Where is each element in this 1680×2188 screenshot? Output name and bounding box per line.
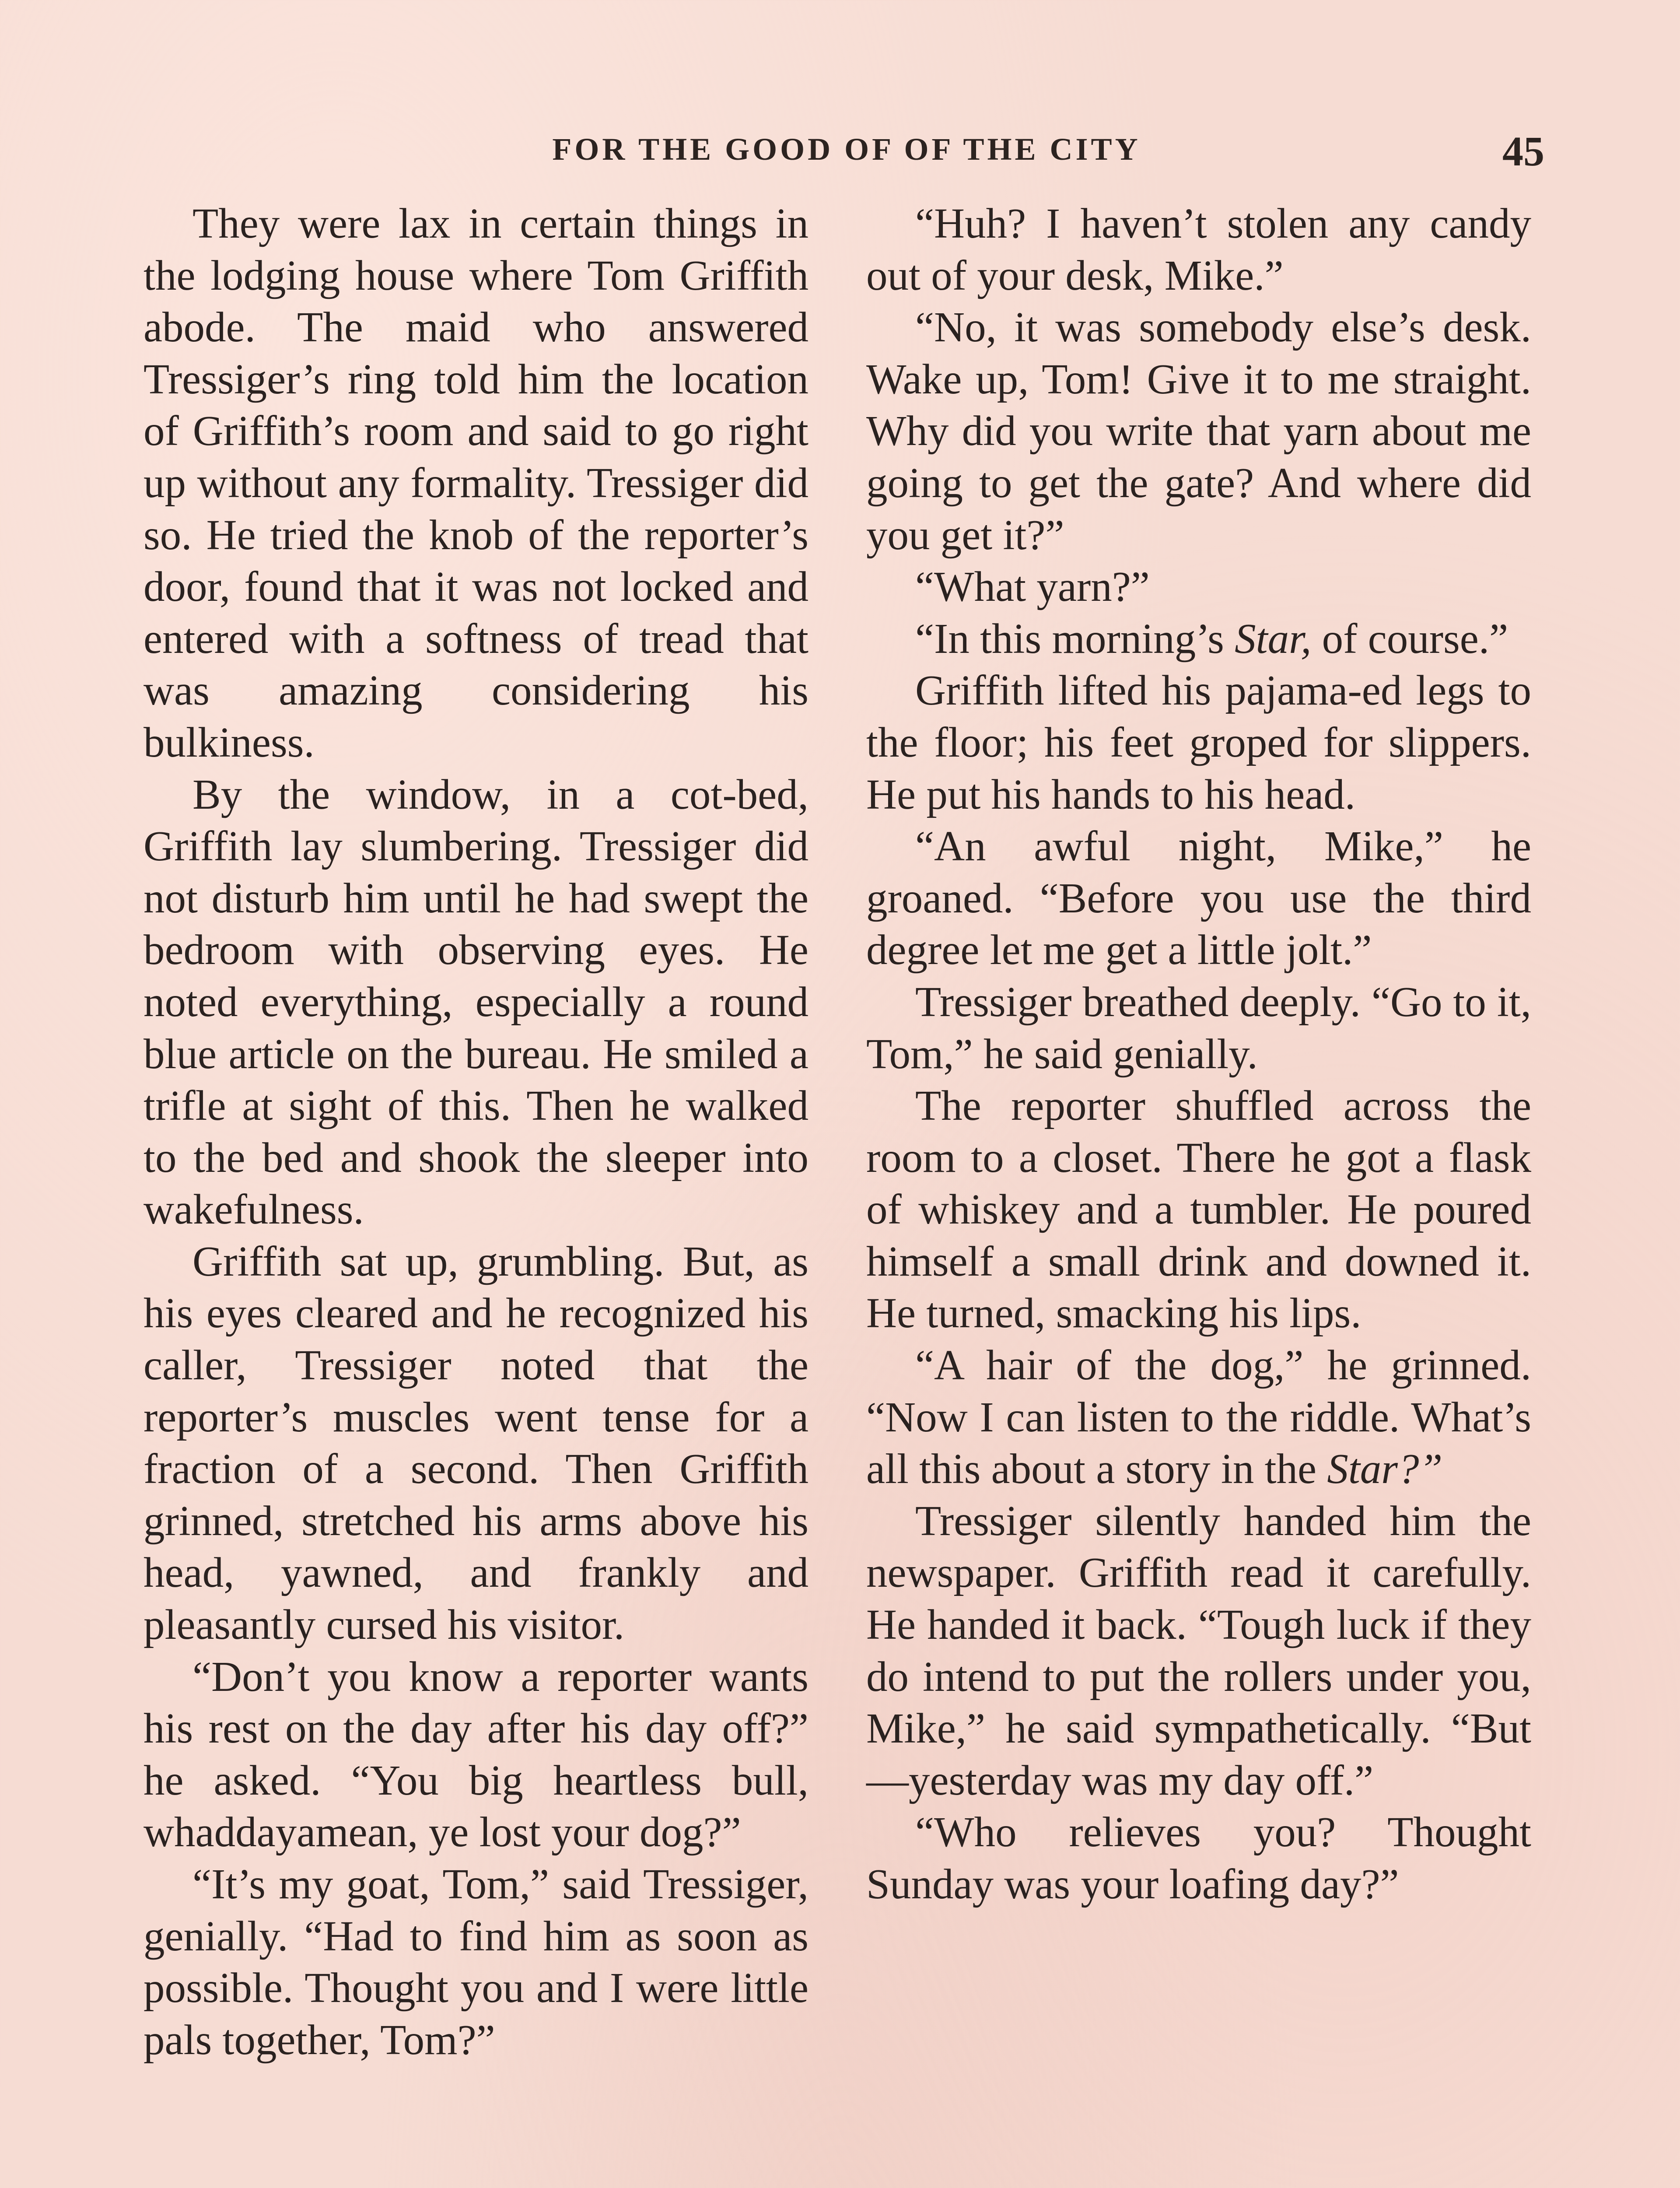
paragraph: “An awful night, Mike,” he groaned. “Before you use the third degree let me get a little jolt.”: [866, 823, 1531, 974]
paragraph: [866, 1339, 1531, 1495]
paragraph: By the window, in a cot-bed, Griffith lay slumbering. Tressiger did not disturb him until he had swept the bedroom with observing eyes. He noted everything, especially a round blue article on the bureau. He smiled a trifle at sight of this. Then he walked to the bed and shook the sleeper into wakefulness.: [144, 771, 808, 1233]
paragraph: Griffith lifted his pajama-ed legs to the floor; his feet groped for slippers. He put his hands to his head.: [866, 667, 1531, 818]
paragraph: The reporter shuffled across the room to a closet. There he got a flask of whiskey and a tumbler. He poured himself a small drink and downed it. He turned, smacking his lips.: [866, 1082, 1531, 1337]
text-run: of course.”: [1311, 615, 1508, 662]
paragraph: Tressiger silently handed him the newspaper. Griffith read it carefully. He handed it back. “Tough luck if they do intend to put the rollers under you, Mike,” he said sympathetically. “But—yesterday was my day off.”: [866, 1497, 1531, 1804]
newspaper-name: Star?”: [1327, 1445, 1443, 1493]
paragraph: They were lax in certain things in the lodging house where Tom Griffith abode. The maid who answered Tressiger’s ring told him the location of Griffith’s room and said to go right up without any formality. Tressiger did so. He tried the knob of the reporter’s door, found that it was not locked and entered with a softness of tread that was amazing considering his bulkiness.: [144, 200, 808, 766]
text-run: “In this morning’s: [915, 615, 1235, 662]
paragraph: “No, it was somebody else’s desk. Wake up, Tom! Give it to me straight. Why did you write that yarn about me going to get the gate? And where did you get it?”: [866, 304, 1531, 558]
paragraph: Griffith sat up, grumbling. But, as his eyes cleared and he recognized his caller, Tressiger noted that the reporter’s muscles went tense for a fraction of a second. Then Griffith grinned, stretched his arms above his head, yawned, and frankly and pleasantly cursed his visitor.: [144, 1238, 808, 1648]
paragraph: “Don’t you know a reporter wants his rest on the day after his day off?” he asked. “You big heartless bull, whaddayamean, ye lost your dog?”: [144, 1653, 808, 1856]
text-run: “A hair of the dog,” he grinned. “Now I can listen to the riddle. What’s all this about a story in the: [866, 1342, 1531, 1493]
paragraph: “Huh? I haven’t stolen any candy out of your desk, Mike.”: [866, 200, 1531, 299]
paragraph: Tressiger breathed deeply. “Go to it, Tom,” he said genially.: [866, 978, 1531, 1077]
paragraph: “It’s my goat, Tom,” said Tressiger, genially. “Had to find him as soon as possible. Thought you and I were little pals together, Tom?”: [144, 1861, 808, 2063]
running-title: FOR THE GOOD OF OF THE CITY: [552, 132, 1141, 167]
paragraph: “Who relieves you? Thought Sunday was your loafing day?”: [866, 1809, 1531, 1907]
newspaper-name: Star,: [1235, 615, 1312, 662]
right-column: [866, 198, 1531, 1911]
page-number: 45: [1502, 128, 1544, 175]
paragraph: [866, 613, 1531, 665]
left-column: [144, 198, 808, 2066]
paragraph: “What yarn?”: [915, 563, 1150, 610]
